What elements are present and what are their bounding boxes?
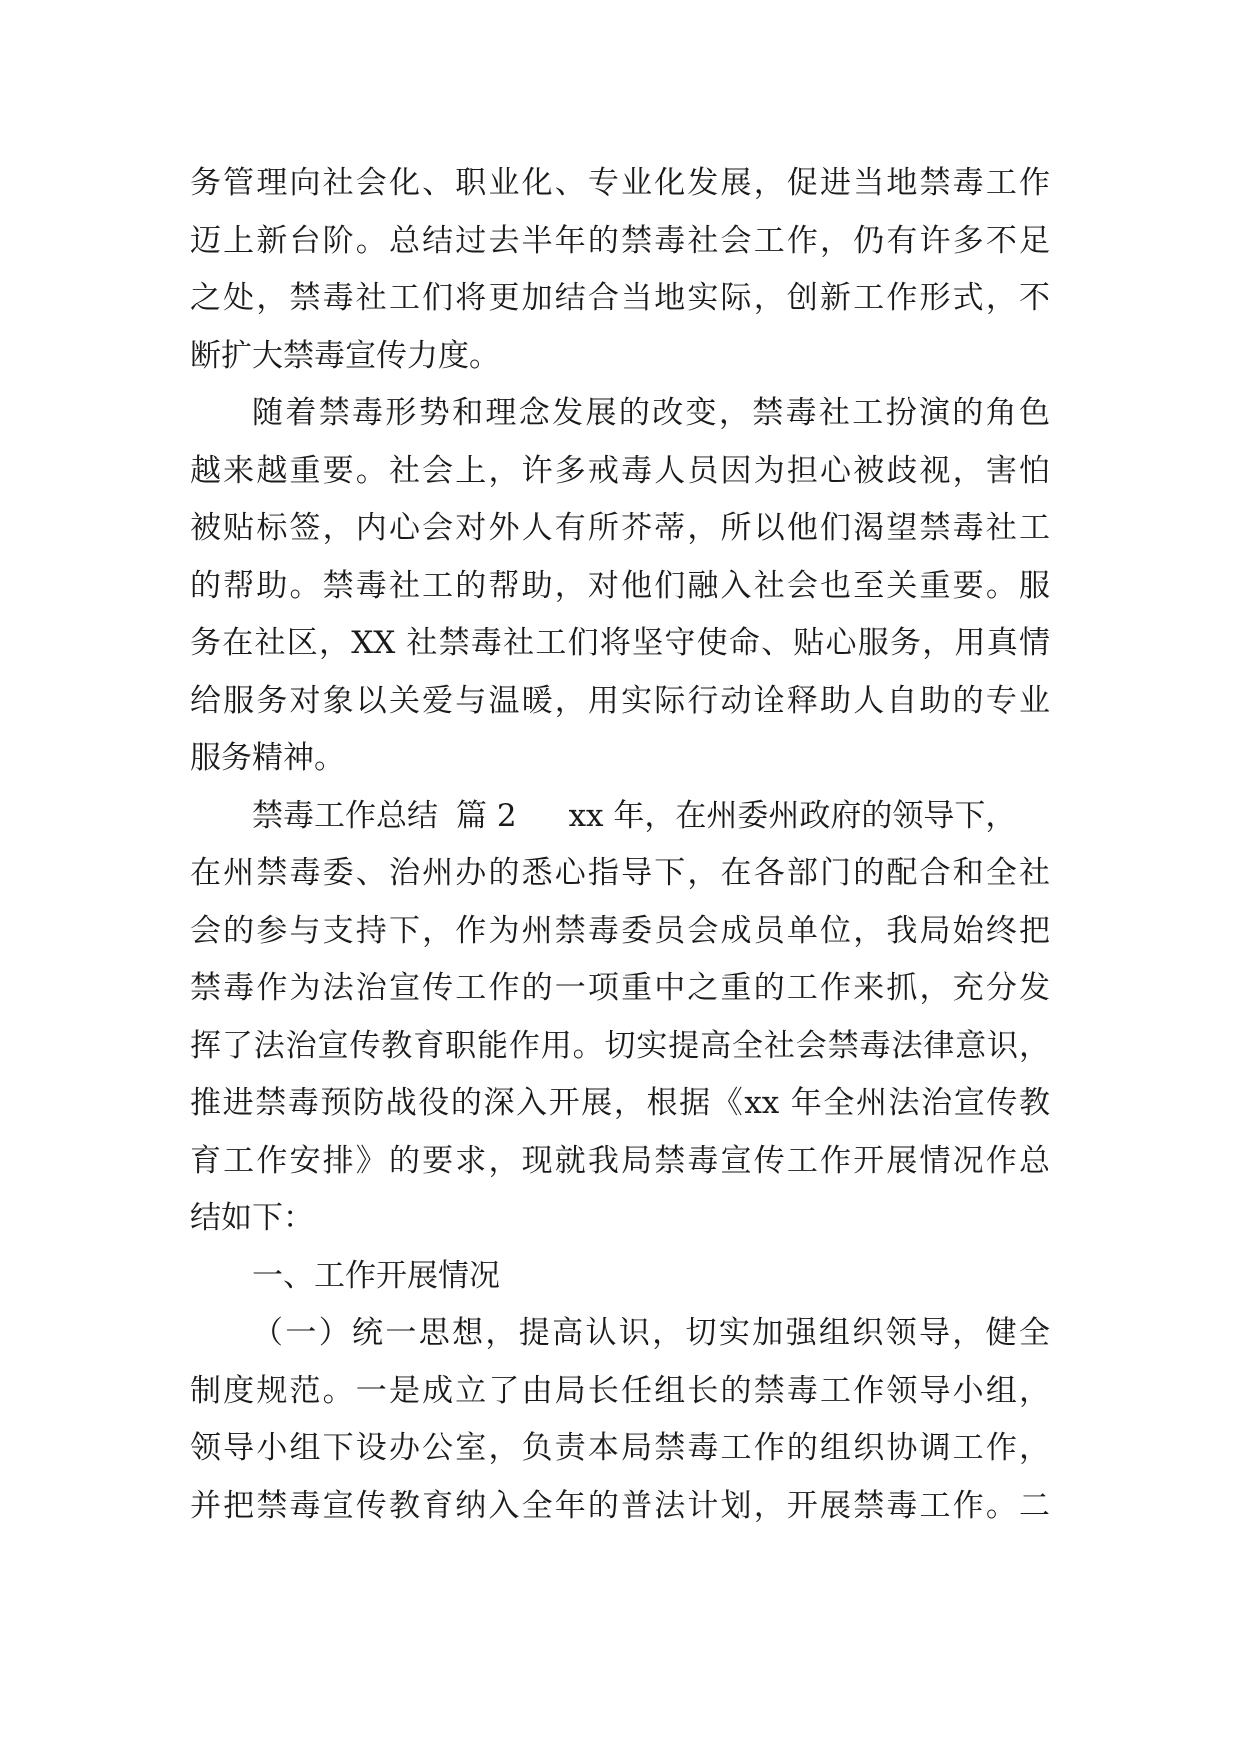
- text-line: xx 年，在州委州政府的领导下，: [568, 797, 1017, 834]
- text-line: 在州禁毒委、治州办的悉心指导下，在各部门的配合和全社: [190, 855, 1050, 891]
- text-line: 的帮助。禁毒社工的帮助，对他们融入社会也至关重要。服: [190, 567, 1050, 604]
- text-line: 越来越重要。社会上，许多戒毒人员因为担心被歧视，害怕: [190, 452, 1050, 489]
- text-line: 领导小组下设办公室，负责本局禁毒工作的组织协调工作，: [190, 1430, 1050, 1466]
- text-line: （一）统一思想，提高认识，切实加强组织领导，健全: [252, 1315, 1050, 1351]
- article-title: 禁毒工作总结: [252, 797, 438, 834]
- text-line: 推进禁毒预防战役的深入开展，根据《xx 年全州法治宣传教: [190, 1085, 1050, 1121]
- text-line: 服务精神。: [190, 740, 345, 776]
- text-line: 给服务对象以关爱与温暖，用实际行动诠释助人自助的专业: [190, 682, 1050, 719]
- text-line: 挥了法治宣传教育职能作用。切实提高全社会禁毒法律意识，: [190, 1027, 1050, 1064]
- text-line: 随着禁毒形势和理念发展的改变，禁毒社工扮演的角色: [252, 395, 1050, 431]
- text-line: 禁毒作为法治宣传工作的一项重中之重的工作来抓，充分发: [190, 970, 1050, 1006]
- text-line: 并把禁毒宣传教育纳入全年的普法计划，开展禁毒工作。二: [190, 1487, 1050, 1524]
- text-line: 被贴标签，内心会对外人有所芥蒂，所以他们渴望禁毒社工: [190, 510, 1050, 546]
- text-line: 会的参与支持下，作为州禁毒委员会成员单位，我局始终把: [190, 912, 1050, 949]
- document-body: [190, 155, 1050, 1535]
- text-line: 迈上新台阶。总结过去半年的禁毒社会工作，仍有许多不足: [190, 222, 1050, 259]
- section-heading-line: [190, 788, 1050, 846]
- text-line: 断扩大禁毒宣传力度。: [190, 337, 500, 374]
- text-line: 务在社区，XX 社禁毒社工们将坚守使命、贴心服务，用真情: [190, 625, 1050, 661]
- text-line: 制度规范。一是成立了由局长任组长的禁毒工作领导小组，: [190, 1372, 1050, 1409]
- text-line: 之处，禁毒社工们将更加结合当地实际，创新工作形式，不: [190, 280, 1050, 316]
- text-line: 育工作安排》的要求，现就我局禁毒宣传工作开展情况作总: [190, 1142, 1050, 1179]
- text-line: 务管理向社会化、职业化、专业化发展，促进当地禁毒工作: [190, 165, 1050, 201]
- section-heading: 一、工作开展情况: [252, 1257, 500, 1294]
- article-number: 篇 2: [456, 797, 517, 834]
- text-line: 结如下：: [190, 1200, 314, 1236]
